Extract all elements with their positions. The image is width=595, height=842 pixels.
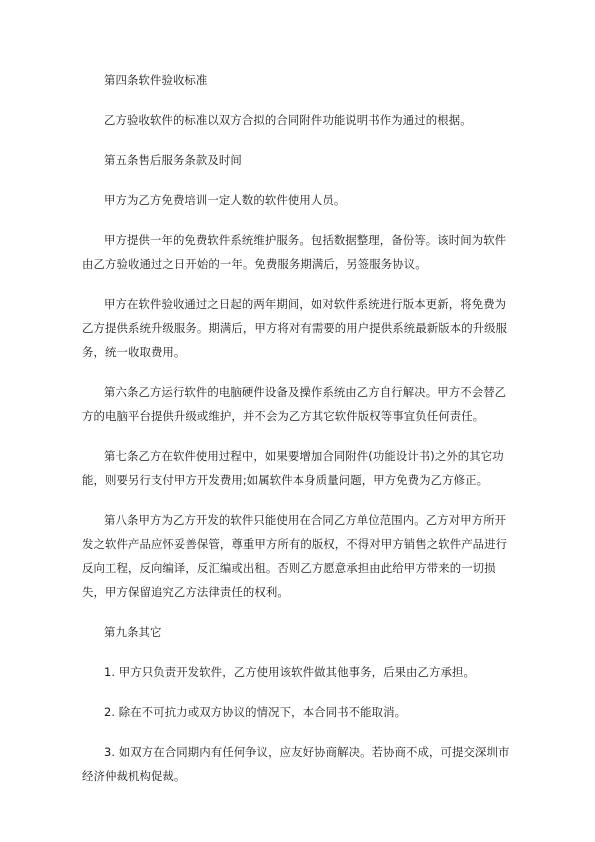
- article-5-training: 甲方为乙方免费培训一定人数的软件使用人员。: [104, 193, 346, 207]
- article-9-heading: 第九条其它: [104, 625, 162, 639]
- article-9-item-1: 1. 甲方只负责开发软件，乙方使用该软件做其他事务，后果由乙方承担。: [104, 665, 475, 679]
- article-4-heading: 第四条软件验收标准: [104, 73, 208, 87]
- article-6-paragraph: 第六条乙方运行软件的电脑硬件设备及操作系统由乙方自行解决。甲方不会替乙方的电脑平台提供升级或维护，并不会为乙方其它软件版权等事宜负任何责任。: [82, 385, 507, 423]
- document-body: [82, 68, 514, 788]
- article-7-paragraph: 第七条乙方在软件使用过程中，如果要增加合同附件(功能设计书)之外的其它功能，则要另行支付甲方开发费用;如属软件本身质量问题，甲方免费为乙方修正。: [82, 449, 504, 487]
- article-9-item-3: 3. 如双方在合同期内有任何争议，应友好协商解决。若协商不成，可提交深圳市经济仲裁机构促裁。: [82, 745, 510, 783]
- article-9-item-2: 2. 除在不可抗力或双方协议的情况下，本合同书不能取消。: [104, 705, 407, 719]
- article-5-maintenance: 甲方提供一年的免费软件系统维护服务。包括数据整理，备份等。该时间为软件由乙方验收通过之日开始的一年。免费服务期满后，另签服务协议。: [82, 233, 507, 271]
- article-5-heading: 第五条售后服务条款及时间: [104, 153, 242, 167]
- article-4-body: 乙方验收软件的标准以双方合拟的合同附件功能说明书作为通过的根据。: [104, 113, 472, 127]
- article-8-paragraph: 第八条甲方为乙方开发的软件只能使用在合同乙方单位范围内。乙方对甲方所开发之软件产品应怀妥善保管，尊重甲方所有的版权，不得对甲方销售之软件产品进行反向工程，反向编译，反汇编或出租。否则乙方愿意承担由此给甲方带来的一切损失，甲方保留追究乙方法律责任的权利。: [82, 513, 508, 599]
- article-5-upgrade: 甲方在软件验收通过之日起的两年期间，如对软件系统进行版本更新，将免费为乙方提供系统升级服务。期满后，甲方将对有需要的用户提供系统最新版本的升级服务，统一收取费用。: [82, 297, 508, 359]
